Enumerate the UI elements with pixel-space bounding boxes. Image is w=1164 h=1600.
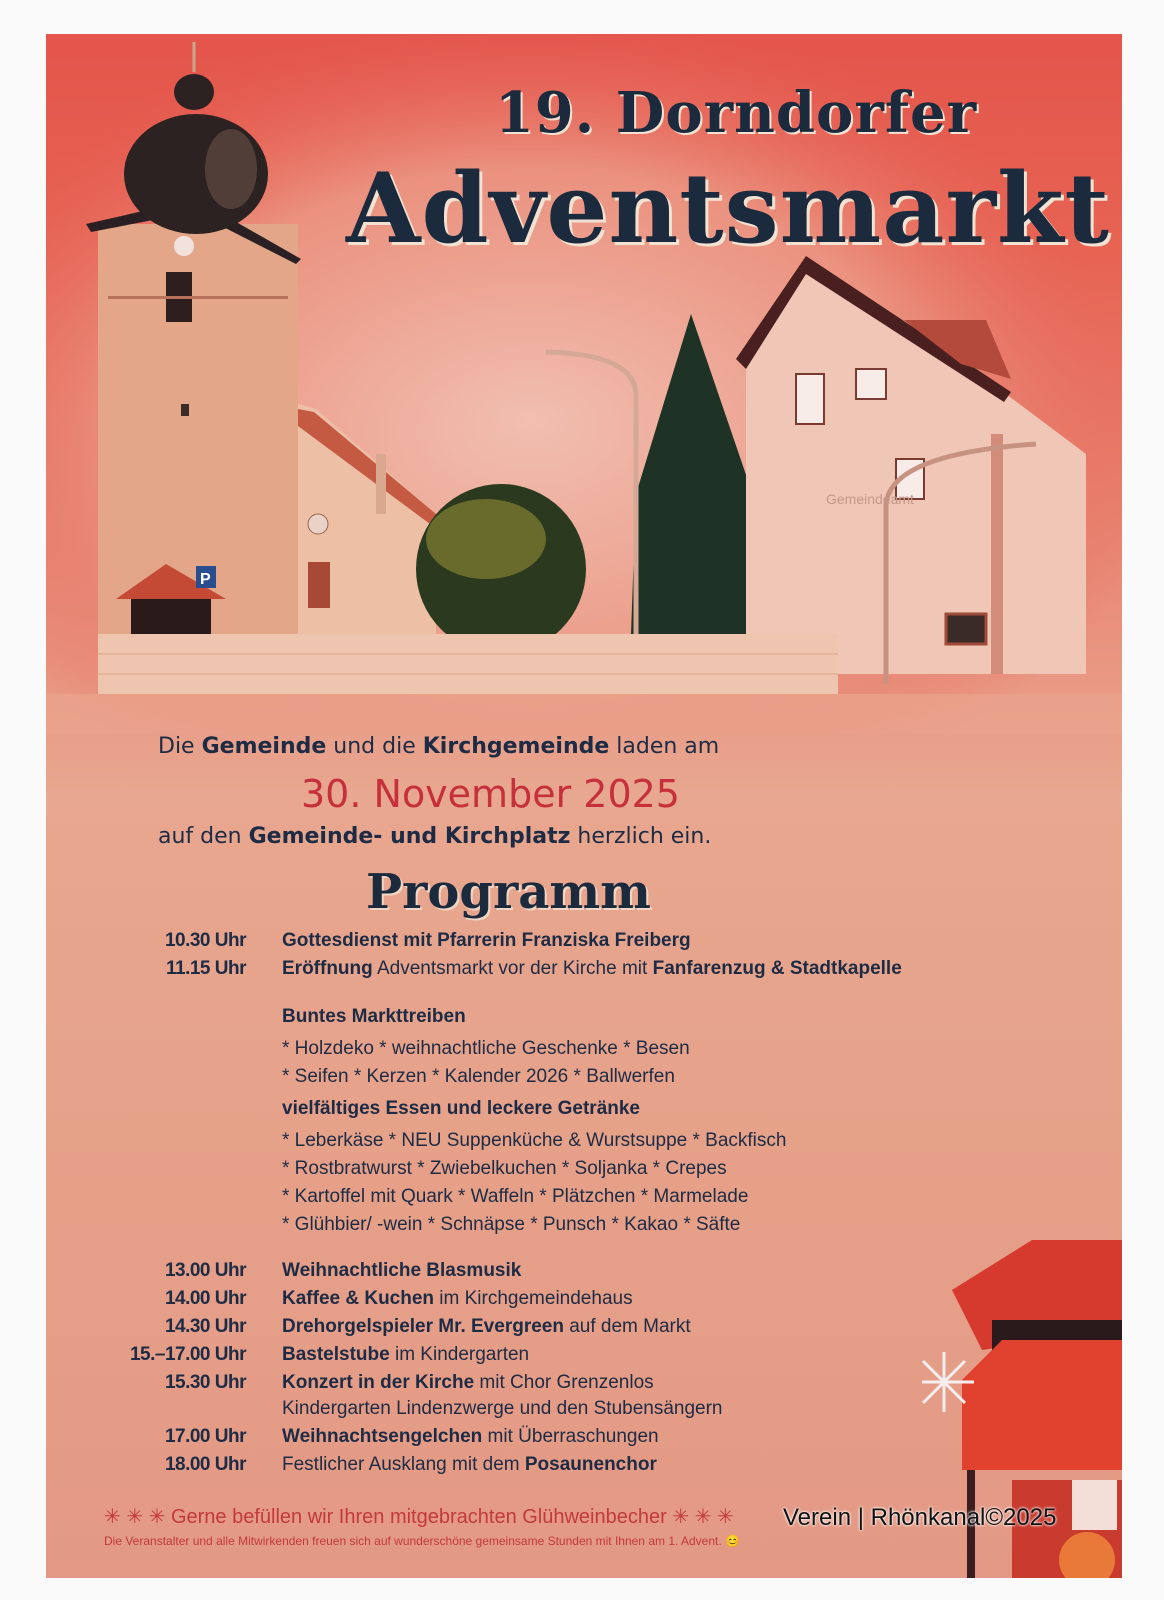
invitation-line-3: auf den Gemeinde- und Kirchplatz herzlich ein. — [158, 824, 712, 849]
program-time: 18.00 Uhr — [164, 1454, 246, 1475]
program-time: 17.00 Uhr — [164, 1426, 246, 1447]
program-time: 15.30 Uhr — [164, 1372, 246, 1393]
market-items: * Seifen * Kerzen * Kalender 2026 * Ballwerfen — [282, 1066, 675, 1087]
footer-closing-note: Die Veranstalter und alle Mitwirkenden freuen sich auf wunderschöne gemeinsame Stunden mit Ihnen am 1. Advent. 😊 — [104, 1534, 740, 1548]
market-heading: Buntes Markttreiben — [282, 1006, 466, 1027]
market-items: * Holzdeko * weihnachtliche Geschenke * Besen — [282, 1038, 690, 1059]
event-date: 30. November 2025 — [301, 772, 680, 816]
invitation-line-1: Die Gemeinde und die Kirchgemeinde laden am — [158, 734, 720, 759]
food-items: * Leberkäse * NEU Suppenküche & Wurstsuppe * Backfisch — [282, 1130, 787, 1151]
org-gemeinde: Gemeinde — [201, 734, 327, 759]
poster: P Gemeindeamt 19. Dorndorfer Adventsmarkt Die Gemeinde und die Kirchgemeinde laden am 30. November 2025 auf den Gemeinde- und Kirchplatz herzlich ein. Programm 10.30 Uhr Gottesdienst mit Pfarrerin Franziska Freiberg 11.15 Uhr Eröffnung Adventsmarkt vor der Kirche mit Fanfarenzug & Stadtkapelle Buntes Markttreiben * Holzdeko * weihnachtliche Geschenke * Besen * Seifen * Kerzen * Kalender 2026 * Ballwerfen vielfältiges Essen und leckere Getränke * Leberkäse * NEU Suppenküche & Wurstsuppe * Backfisch * Rostbratwurst * Zwiebelkuchen * Soljanka * Crepes * Kartoffel mit Quark * Waffeln * Plätzchen * Marmelade * Glühbier/ -wein * Schnäpse * Punsch * Kakao * Säfte 13.00 Uhr Weihnachtliche Blasmusik 14.00 Uhr Kaffee & Kuchen im Kirchgemeindehaus 14.30 Uhr Drehorgelspieler Mr. Evergreen auf dem Markt 15.–17.00 Uhr Bastelstube im Kindergarten 15.30 Uhr Konzert in der Kirche mit Chor Grenzenlos Kindergarten Lindenzwerge und den Stubensängern 17.00 Uhr Weihnachtsengelchen mit Überraschungen 18.00 Uhr Festlicher Ausklang mit dem Posaunenchor ✳ ✳ ✳ Gerne befüllen wir Ihren mitgebrachten Glühweinbecher ✳ ✳ ✳ Die Veranstalter und alle Mitwirkenden freuen sich auf wunderschöne gemeinsame Stunden mit Ihnen am 1. Advent. 😊 — [46, 34, 1122, 1578]
program-time: 11.15 Uhr — [166, 958, 246, 979]
event-location: Gemeinde- und Kirchplatz — [248, 824, 571, 849]
food-items: * Rostbratwurst * Zwiebelkuchen * Soljanka * Crepes — [282, 1158, 727, 1179]
svg-text:P: P — [200, 571, 211, 588]
footer-cup-note: ✳ ✳ ✳ Gerne befüllen wir Ihren mitgebrachten Glühweinbecher ✳ ✳ ✳ — [104, 1506, 734, 1528]
poster-title: Adventsmarkt — [346, 152, 1110, 265]
building-sign: Gemeindeamt — [826, 491, 914, 507]
watermark: Verein | Rhönkanal©2025 — [783, 1504, 1057, 1531]
food-items: * Kartoffel mit Quark * Waffeln * Plätzchen * Marmelade — [282, 1186, 749, 1207]
org-kirchgemeinde: Kirchgemeinde — [422, 734, 610, 759]
program-time: 14.00 Uhr — [164, 1288, 246, 1309]
program-time: 10.30 Uhr — [164, 930, 246, 951]
food-items: * Glühbier/ -wein * Schnäpse * Punsch * Kakao * Säfte — [282, 1214, 741, 1235]
program-title: Programm — [366, 864, 651, 920]
poster-title-edition: 19. Dorndorfer — [494, 80, 978, 146]
program-time: 14.30 Uhr — [164, 1316, 246, 1337]
program-time: 13.00 Uhr — [164, 1260, 246, 1281]
food-heading: vielfältiges Essen und leckere Getränke — [282, 1098, 641, 1119]
program-time: 15.–17.00 Uhr — [129, 1344, 246, 1365]
